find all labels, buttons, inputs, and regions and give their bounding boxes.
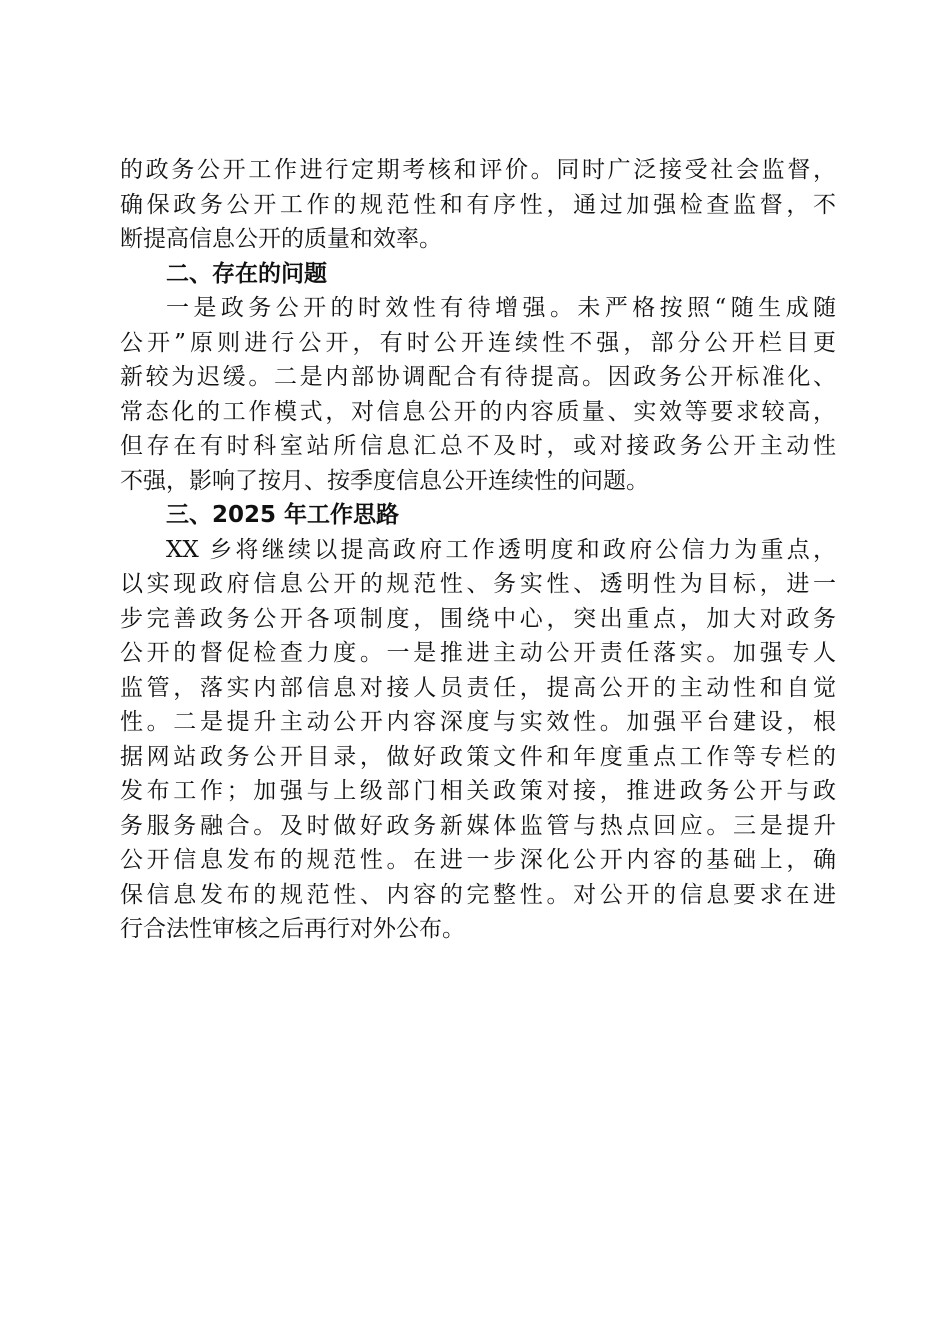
- text-line: 行合法性审核之后再行对外公布。: [120, 916, 465, 942]
- text-line: 公开”原则进行公开，有时公开连续性不强，部分公开栏目更: [120, 329, 836, 356]
- paragraph-problems: [120, 291, 836, 498]
- paragraph-continued: [120, 153, 836, 257]
- text-line: 公开的督促检查力度。一是推进主动公开责任落实。加强专人: [120, 640, 836, 666]
- text-line: 但存在有时科室站所信息汇总不及时，或对接政务公开主动性: [120, 433, 836, 459]
- text-line: 常态化的工作模式，对信息公开的内容质量、实效等要求较高，: [120, 398, 836, 425]
- text-line: 的政务公开工作进行定期考核和评价。同时广泛接受社会监督，: [120, 157, 836, 183]
- text-line: 发布工作；加强与上级部门相关政策对接，推进政务公开与政: [120, 778, 836, 804]
- text-line: 确保政务公开工作的规范性和有序性，通过加强检查监督，不: [120, 191, 836, 218]
- text-line: 一是政务公开的时效性有待增强。未严格按照“随生成随: [166, 295, 836, 321]
- text-line: 新较为迟缓。二是内部协调配合有待提高。因政务公开标准化、: [120, 364, 836, 390]
- document-body: [120, 153, 836, 947]
- text-line: 保信息发布的规范性、内容的完整性。对公开的信息要求在进: [120, 881, 836, 908]
- text-line: 以实现政府信息公开的规范性、务实性、透明性为目标，进一: [120, 571, 836, 597]
- section-heading-work-plan: 三、2025 年工作思路: [166, 502, 400, 528]
- paragraph-work-plan: [120, 533, 836, 947]
- section-heading-problems: 二、存在的问题: [166, 260, 327, 287]
- text-line: 不强，影响了按月、按季度信息公开连续性的问题。: [120, 467, 649, 494]
- text-line: 断提高信息公开的质量和效率。: [120, 226, 442, 252]
- text-line: 务服务融合。及时做好政务新媒体监管与热点回应。三是提升: [120, 812, 836, 839]
- text-line: 公开信息发布的规范性。在进一步深化公开内容的基础上，确: [120, 847, 836, 873]
- text-line: 步完善政务公开各项制度，围绕中心，突出重点，加大对政务: [120, 605, 836, 632]
- text-line: 据网站政务公开目录，做好政策文件和年度重点工作等专栏的: [120, 743, 836, 770]
- text-line: 性。二是提升主动公开内容深度与实效性。加强平台建设，根: [120, 709, 836, 735]
- text-line: 监管，落实内部信息对接人员责任，提高公开的主动性和自觉: [120, 674, 836, 701]
- text-line: XX 乡将继续以提高政府工作透明度和政府公信力为重点，: [166, 536, 836, 563]
